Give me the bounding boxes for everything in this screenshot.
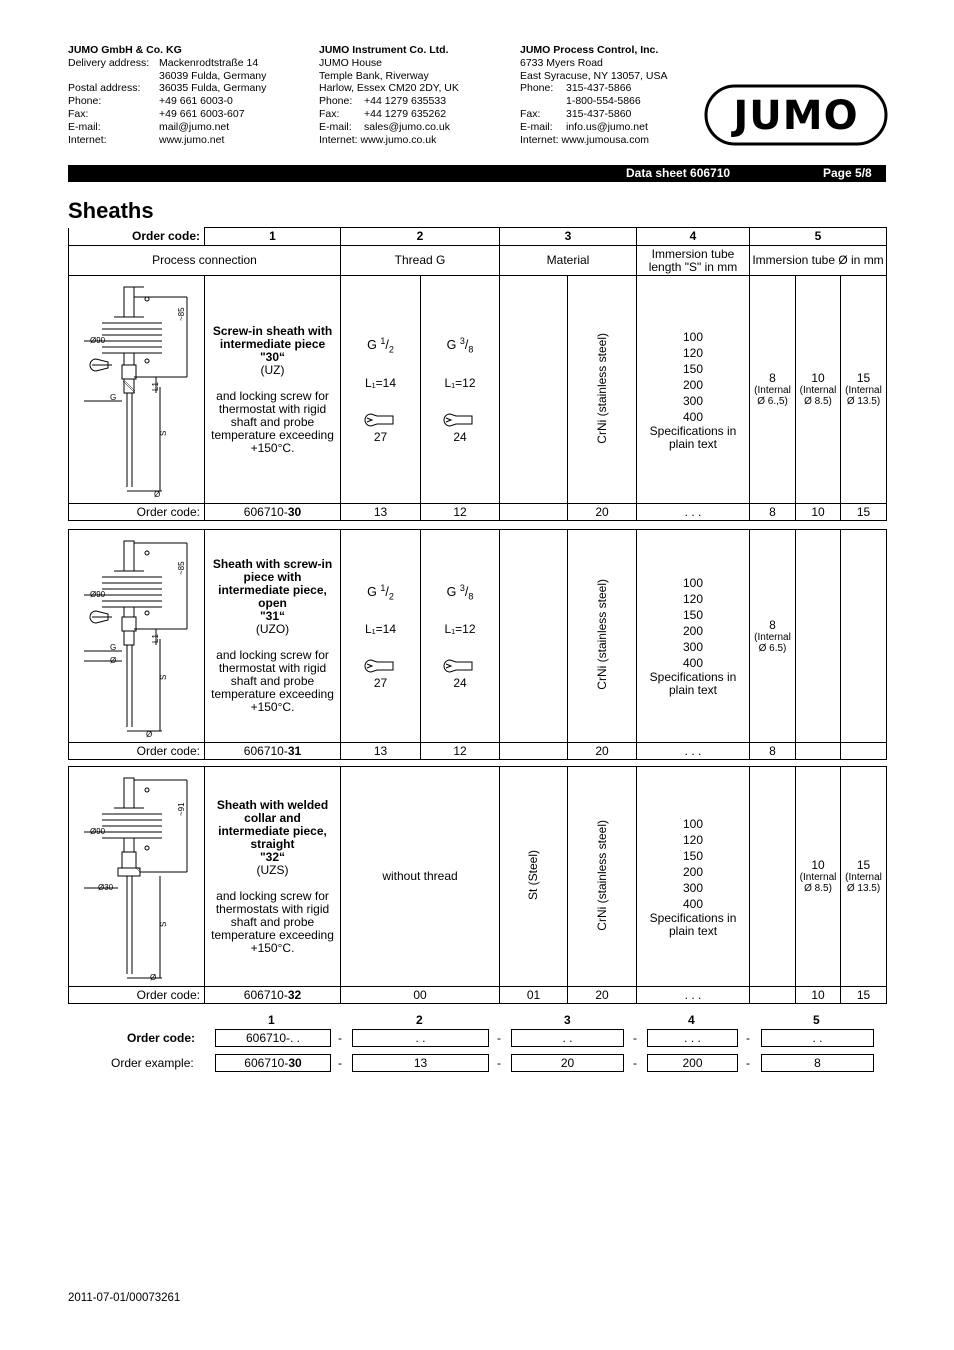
col-3: 3 [500,228,637,246]
dim-diameter: Ø [149,973,156,982]
dim-diameter-90: Ø90 [89,827,105,836]
dim-l1: L1 [150,382,160,391]
code-cell: 15 [841,504,887,521]
code-cell: 00 [341,987,500,1004]
order-code-row-31 [69,743,887,760]
frac-den: 2 [388,591,394,602]
col-4: 4 [637,228,750,246]
diameter-value: 8 [769,617,776,632]
material-empty [500,276,568,504]
length-value: 150 [682,361,704,376]
spanner-size: 24 [453,429,467,444]
diameter-note: (Internal Ø 8.5) [799,385,837,407]
sheath-31-drawing [72,531,202,739]
thread-g-half: G $^1/_2$ L₁=14 27 [341,276,421,504]
immersion-length-header: Immersion tube length "S" in mm [637,246,750,276]
addr-line: Harlow, Essex CM20 2DY, UK [319,82,459,95]
diameter-cell [796,767,841,987]
process-connection-header: Process connection [69,246,341,276]
thread-g-3-8: G $^3/_8$ L₁=12 24 [421,276,500,504]
thread-header: Thread G [341,246,500,276]
addr-value: +49 661 6003-0 [159,95,233,108]
sheath-32-drawing [72,768,202,982]
jumo-logo [704,84,888,146]
sheath-extra: and locking screw for thermostat with rigid shaft and probe temperature exceeding +150°C. [211,388,334,455]
sheath-code: "31“ [259,609,286,623]
diameter-cell [796,276,841,504]
code-cell [500,504,568,521]
code-cell: 12 [421,504,500,521]
material-crni [568,530,637,743]
separator: - [497,1056,501,1070]
frac-num: 1 [380,336,386,347]
length-value: 200 [682,377,704,392]
dim-91: ~91 [176,802,186,816]
footer-doc-id: 2011-07-01/00073261 [68,1292,181,1304]
separator: - [633,1031,637,1045]
addr-value: 315-437-5866 [566,82,632,95]
company-name: JUMO Process Control, Inc. [520,44,659,56]
code-cell [500,743,568,760]
material-crni [568,276,637,504]
section-31 [68,529,887,760]
code-cell: 13 [341,504,421,521]
addr-key: Internet: [520,133,559,146]
spanner-size: 24 [453,676,467,691]
lengths-32 [637,767,750,987]
addr-key [520,95,566,108]
summary-col-3: 3 [564,1013,571,1027]
col-5: 5 [750,228,887,246]
diameter-note: (Internal Ø 6.,5) [754,385,791,407]
length-note: Specifications in plain text [649,910,737,938]
sheath-code: "30“ [259,349,286,364]
length-value: 400 [682,409,704,424]
thread-label: G [446,584,457,599]
code-cell: 20 [568,987,637,1004]
order-code-row-32 [69,987,887,1004]
lengths-31 [637,530,750,743]
code-cell [841,743,887,760]
frac-den: 8 [468,591,474,602]
addr-key: Phone: [319,95,353,108]
email-link[interactable]: info.us@jumo.net [566,120,648,133]
dim-thread-g: G [109,642,116,652]
length-note: Specifications in plain text [649,423,737,451]
sheath-name: Sheath with screw-in piece with intermediate piece, open [212,557,333,610]
sheath-extra: and locking screw for thermostats with rigid shaft and probe temperature exceeding +150°C. [211,888,334,955]
order-code-value: 606710-31 [205,743,341,760]
addr-value: +44 1279 635533 [364,95,447,108]
addr-line: 6733 Myers Road [520,56,603,69]
col-1: 1 [205,228,341,246]
code-cell: 8 [750,504,796,521]
spanner-icon [443,412,477,428]
sheath-extra: and locking screw for thermostat with rigid shaft and probe temperature exceeding +150°C. [211,648,334,714]
sheath-abbr: (UZS) [256,862,289,877]
address-jumo-germany [68,44,266,146]
l1-value: L₁=12 [444,622,476,637]
address-jumo-usa [520,44,667,146]
diameter-note: (Internal Ø 6.5) [754,631,791,654]
drawing-cell [69,767,205,987]
addr-value: +49 661 6003-607 [159,107,245,120]
diameter-value: 8 [769,371,776,385]
order-code-label: Order code: [69,504,205,521]
addr-key: Phone: [520,82,554,95]
description-31 [205,530,341,743]
thread-label: G [446,338,457,353]
thread-label: G [367,338,377,353]
diameter-cell [750,530,796,743]
length-value: 200 [682,624,704,638]
lengths-30 [637,276,750,504]
length-value: 120 [683,832,704,847]
thread-g-3-8: G $^3/_8$ L₁=12 24 [421,530,500,743]
thread-g-half: G $^1/_2$ L₁=14 27 [341,530,421,743]
addr-key: Internet: [68,133,107,146]
separator: - [338,1031,342,1045]
datasheet-bar [68,165,886,182]
addr-key [68,70,159,83]
sheath-name: Screw-in sheath with intermediate piece [212,323,333,351]
length-value: 300 [682,640,704,654]
material-label: CrNi (stainless steel) [594,332,609,444]
logo-text: JUMO [733,93,859,139]
length-note: Specifications in plain text [649,670,737,697]
material-steel [500,767,568,987]
code-cell: 8 [750,743,796,760]
order-code-label: Order code: [69,228,205,246]
code-cell: . . . [637,743,750,760]
order-example-box-2[interactable]: 13 [352,1054,489,1072]
order-code-row-30 [69,504,887,521]
code-cell: 01 [500,987,568,1004]
length-value: 150 [683,848,704,863]
col-2: 2 [341,228,500,246]
addr-key: Fax: [520,107,541,120]
order-example-box-3[interactable]: 20 [511,1054,624,1072]
diameter-note: (Internal Ø 8.5) [799,872,837,894]
dim-85: ~85 [176,560,186,575]
order-code-box-5[interactable]: . . [761,1029,874,1047]
addr-value: 36039 Fulda, Germany [159,69,267,82]
dim-l1: L1 [150,633,160,643]
diameter-cell [750,276,796,504]
addr-value: 1-800-554-5866 [566,95,641,108]
addr-key: Delivery address: [68,56,150,69]
l1-value: L₁=14 [364,375,397,390]
dim-diameter-90: Ø90 [89,336,105,345]
frac-den: 2 [388,344,394,355]
addr-line: JUMO House [319,56,383,69]
code-cell: 10 [796,504,841,521]
length-value: 100 [683,816,704,831]
l1-value: L₁=12 [444,375,476,390]
diameter-value: 10 [811,371,825,385]
diameter-note: (Internal Ø 13.5) [845,872,882,894]
company-name: JUMO Instrument Co. Ltd. [319,44,449,56]
order-code-label: Order code: [69,987,205,1004]
addr-key: Postal address: [68,82,141,95]
sheath-abbr: (UZ) [260,362,285,377]
frac-den: 8 [468,344,474,355]
section-32 [68,766,887,1004]
code-cell: . . . [637,504,750,521]
order-code-box-3[interactable]: . . [511,1029,624,1047]
addr-key: Phone: [68,95,102,108]
summary-order-example-label: Order example: [111,1056,194,1070]
email-link[interactable]: sales@jumo.co.uk [364,120,450,133]
addr-key: Internet: [319,133,358,146]
length-value: 300 [683,880,704,895]
separator: - [633,1056,637,1070]
spanner-icon [364,658,398,674]
summary-col-1: 1 [268,1013,275,1027]
addr-key: E-mail: [319,120,352,133]
material-label: CrNi (stainless steel) [594,819,609,931]
description-30 [205,276,341,504]
code-cell: 10 [796,987,841,1004]
drawing-cell [69,276,205,504]
separator: - [746,1056,750,1070]
sheath-code: "32“ [259,849,286,864]
code-cell: . . . [637,987,750,1004]
code-cell: 12 [421,743,500,760]
material-label: St (Steel) [526,849,541,900]
diameter-cell-empty [841,530,887,743]
order-code-box-1[interactable]: 606710-. . [215,1029,331,1047]
addr-value: Mackenrodtstraße 14 [159,56,259,69]
length-value: 200 [683,864,704,879]
address-jumo-uk [319,44,459,146]
immersion-dia-header: Immersion tube Ø in mm [750,246,887,276]
order-code-value: 606710-30 [205,504,341,521]
sheath-30-drawing [72,277,202,499]
order-example-box-4[interactable]: 200 [647,1054,738,1072]
diameter-cell-empty [796,530,841,743]
order-code-label: Order code: [69,743,205,760]
thread-label: G [367,584,377,599]
diameter-cell [841,276,887,504]
website-link[interactable]: www.jumousa.com [561,133,650,146]
summary-col-2: 2 [416,1013,423,1027]
length-value: 300 [682,393,704,408]
frac-num: 1 [380,582,386,593]
order-code-box-2[interactable]: . . [352,1029,489,1047]
material-empty [500,530,568,743]
sheath-name: Sheath with welded collar and intermediate piece, straight [216,797,329,851]
addr-line: Temple Bank, Riverway [319,69,429,82]
spanner-icon [364,412,398,428]
diameter-note: (Internal Ø 13.5) [845,385,882,407]
length-value: 400 [683,896,704,911]
separator: - [338,1056,342,1070]
dim-s: S [158,674,168,680]
frac-num: 3 [459,336,465,347]
website-link[interactable]: www.jumo.co.uk [360,133,437,146]
without-thread: without thread [341,767,500,987]
company-name: JUMO GmbH & Co. KG [68,44,182,56]
dim-s: S [158,430,168,436]
length-value: 400 [682,656,704,670]
description-32 [205,767,341,987]
order-table-header [68,227,887,276]
dim-s: S [158,921,168,927]
spanner-size: 27 [373,676,388,691]
website-link[interactable]: www.jumo.net [159,133,225,146]
order-code-value: 606710-32 [205,987,341,1004]
dim-diameter: Ø [153,490,160,499]
code-cell: 13 [341,743,421,760]
code-cell: 15 [841,987,887,1004]
addr-key: E-mail: [520,120,553,133]
separator: - [497,1031,501,1045]
code-cell: 20 [568,743,637,760]
diameter-value: 10 [811,858,825,872]
diameter-value: 15 [856,371,871,385]
addr-key: Fax: [319,107,340,120]
addr-key: Fax: [68,107,89,120]
summary-col-5: 5 [813,1013,820,1027]
material-label: CrNi (stainless steel) [594,579,609,690]
material-crni [568,767,637,987]
page-title: Sheaths [68,198,154,223]
length-value: 100 [682,576,704,590]
code-cell [750,987,796,1004]
length-value: 100 [682,329,704,344]
code-cell [796,743,841,760]
datasheet-number: Data sheet 606710 [626,166,731,180]
length-value: 120 [682,345,704,360]
dim-85: ~85 [176,307,186,321]
addr-line: East Syracuse, NY 13057, USA [520,69,668,82]
dim-thread-g: G [109,393,116,402]
section-30 [68,275,887,521]
code-cell: 20 [568,504,637,521]
diameter-cell-empty [750,767,796,987]
dim-diameter-30: Ø30 [97,883,113,892]
dim-diameter: Ø [145,729,152,739]
addr-value: +44 1279 635262 [364,107,447,120]
spanner-size: 27 [373,429,388,444]
sheath-abbr: (UZO) [255,622,290,636]
email-link[interactable]: mail@jumo.net [159,120,230,133]
separator: - [746,1031,750,1045]
page-number: Page 5/8 [823,166,872,180]
drawing-cell [69,530,205,743]
spanner-icon [443,658,477,674]
order-example-box-1[interactable]: 606710-30 [215,1054,331,1072]
frac-num: 3 [459,582,465,593]
dim-diameter-90: Ø90 [89,589,105,599]
order-code-box-4[interactable]: . . . [647,1029,738,1047]
length-value: 150 [682,608,704,622]
addr-value: 36035 Fulda, Germany [159,82,267,95]
length-value: 120 [682,592,704,606]
diameter-cell [841,767,887,987]
order-example-box-5[interactable]: 8 [761,1054,874,1072]
l1-value: L₁=14 [364,622,397,637]
summary-order-code-label: Order code: [127,1031,196,1045]
summary-col-4: 4 [688,1013,695,1027]
dim-diameter: Ø [109,655,116,665]
addr-key: E-mail: [68,120,101,133]
material-header: Material [500,246,637,276]
diameter-value: 15 [856,858,871,872]
addr-value: 315-437-5860 [566,107,632,120]
